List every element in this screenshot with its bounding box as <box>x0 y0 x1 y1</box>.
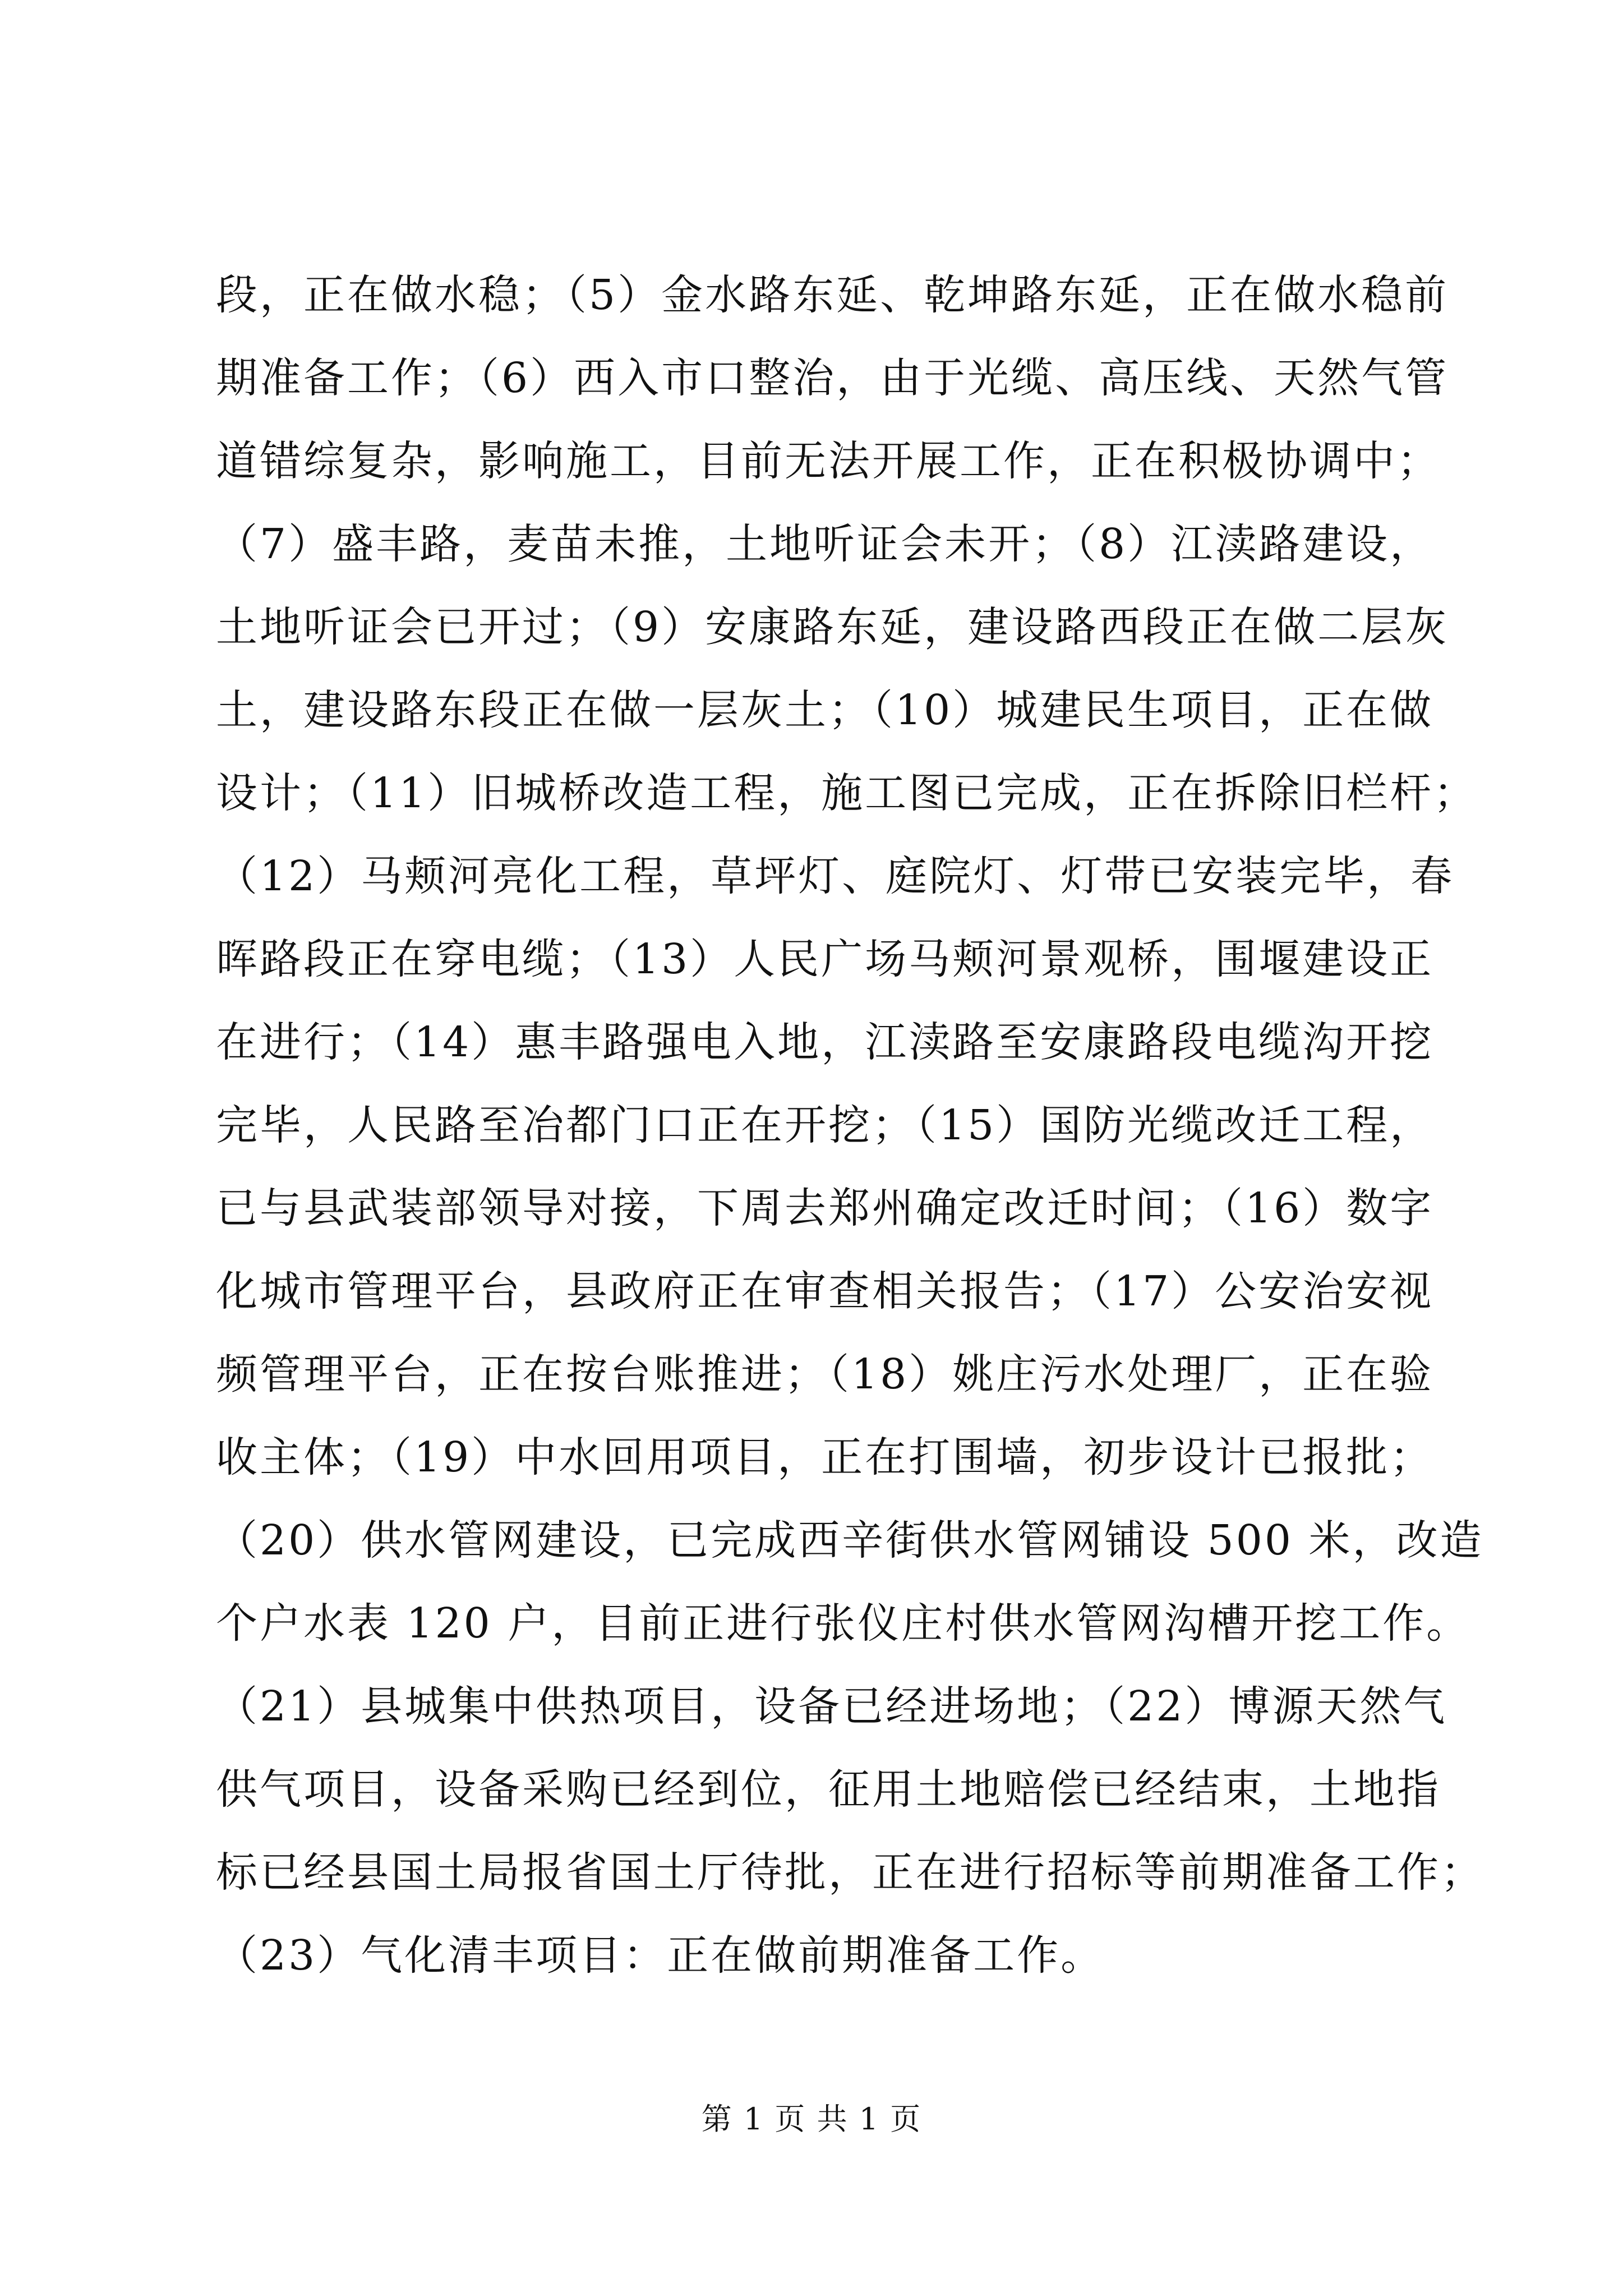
text-line: 个户水表 120 户，目前正进行张仪庄村供水管网沟槽开挖工作。 <box>216 1599 1470 1648</box>
text-line: （21）县城集中供热项目，设备已经进场地；（22）博源天然气 <box>216 1682 1447 1731</box>
text-line: 完毕，人民路至冶都门口正在开挖；（15）国防光缆改迁工程， <box>216 1101 1434 1149</box>
text-line: 供气项目，设备采购已经到位，征用土地赔偿已经结束，土地指 <box>216 1765 1441 1814</box>
text-line: 期准备工作；（6）西入市口整治，由于光缆、高压线、天然气管 <box>216 354 1449 402</box>
text-line: 土地听证会已开过；（9）安康路东延，建设路西段正在做二层灰 <box>216 603 1449 651</box>
text-line: 晖路段正在穿电缆；（13）人民广场马颊河景观桥，围堰建设正 <box>216 935 1434 983</box>
text-line: 已与县武装部领导对接，下周去郑州确定改迁时间；（16）数字 <box>216 1184 1434 1232</box>
body-text <box>216 254 1484 1997</box>
text-line: （23）气化清丰项目：正在做前期准备工作。 <box>216 1931 1105 1980</box>
text-line: 收主体；（19）中水回用项目，正在打围墙，初步设计已报批； <box>216 1433 1434 1481</box>
text-line: 在进行；（14）惠丰路强电入地，江渎路至安康路段电缆沟开挖 <box>216 1018 1434 1066</box>
text-line: （7）盛丰路，麦苗未推，土地听证会未开；（8）江渎路建设， <box>216 520 1434 568</box>
text-line: 标已经县国土局报省国土厅待批，正在进行招标等前期准备工作； <box>216 1848 1484 1897</box>
text-line: 设计；（11）旧城桥改造工程，施工图已完成，正在拆除旧栏杆； <box>216 769 1478 817</box>
text-line: 土，建设路东段正在做一层灰土；（10）城建民生项目，正在做 <box>216 686 1434 734</box>
text-line: （12）马颊河亮化工程，草坪灯、庭院灯、灯带已安装完毕，春 <box>216 852 1455 900</box>
text-line: 频管理平台，正在按台账推进；（18）姚庄污水处理厂，正在验 <box>216 1350 1434 1398</box>
text-line: （20）供水管网建设，已完成西辛街供水管网铺设 500 米，改造 <box>216 1516 1484 1565</box>
text-line: 道错综复杂，影响施工，目前无法开展工作，正在积极协调中； <box>216 437 1441 485</box>
text-line: 化城市管理平台，县政府正在审查相关报告；（17）公安治安视 <box>216 1267 1434 1315</box>
text-line: 段，正在做水稳；（5）金水路东延、乾坤路东延，正在做水稳前 <box>216 271 1449 319</box>
page-number-footer: 第 1 页 共 1 页 <box>701 2101 922 2137</box>
